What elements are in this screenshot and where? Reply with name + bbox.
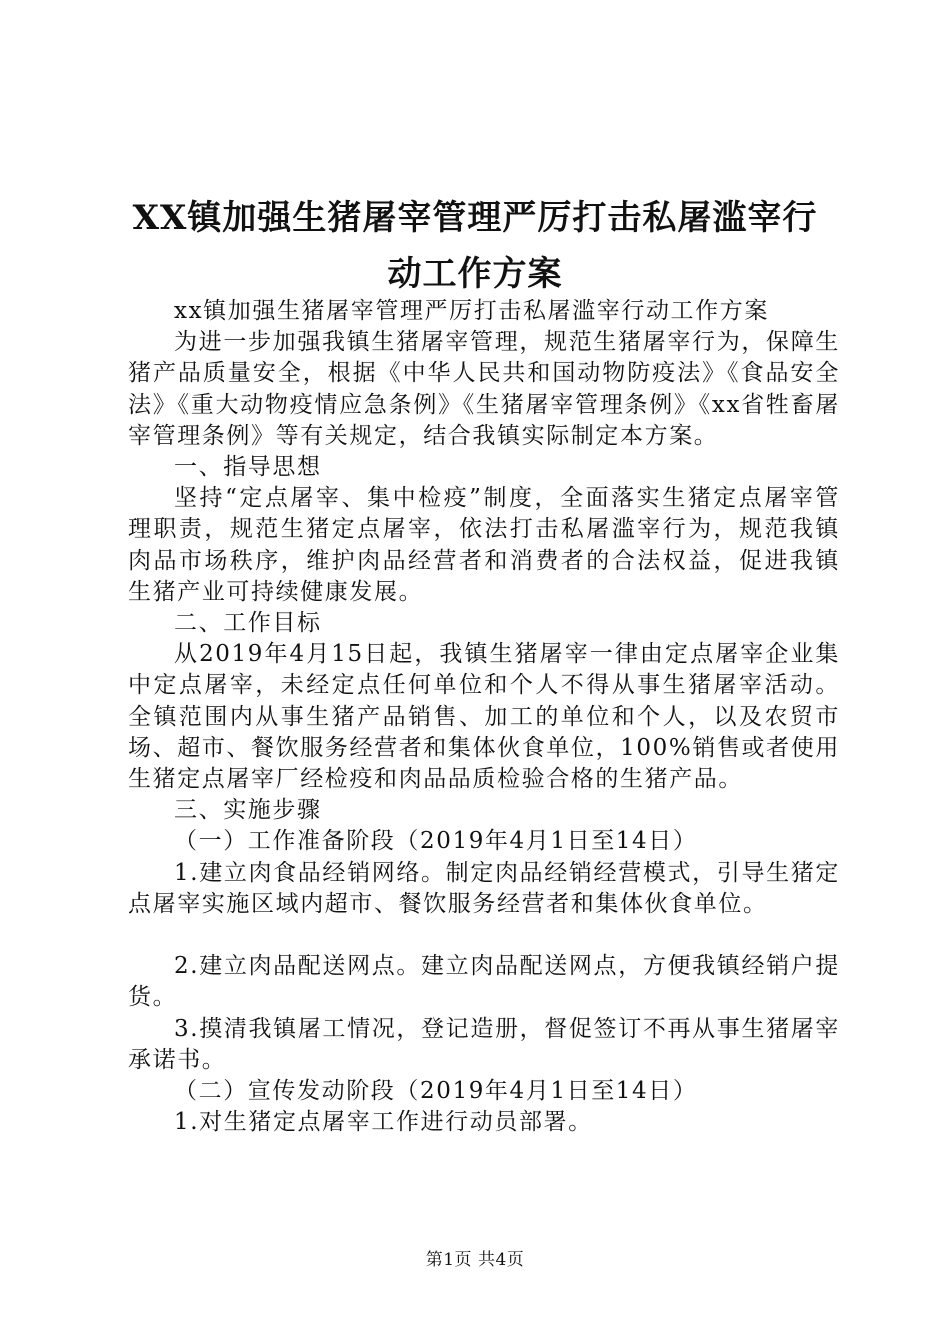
subsection-heading-preparation: （一）工作准备阶段（2019年4月1日至14日） — [174, 828, 698, 855]
subtitle-paragraph: xx镇加强生猪屠宰管理严厉打击私屠滥宰行动工作方案 — [174, 298, 769, 324]
preparation-item-2: 2.建立肉品配送网点。建立肉品配送网点，方便我镇经销户提货。 — [128, 953, 840, 1011]
guiding-ideology-paragraph: 坚持“定点屠宰、集中检疫”制度，全面落实生猪定点屠宰管理职责，规范生猪定点屠宰，依法打击私屠滥宰行为，规范我镇肉品市场秩序，维护肉品经营者和消费者的合法权益，促进我镇生猪产业可持续健康发展。 — [128, 485, 840, 605]
subsection-heading-publicity: （二）宣传发动阶段（2019年4月1日至14日） — [174, 1078, 698, 1105]
section-heading-implementation-steps: 三、实施步骤 — [174, 797, 322, 824]
section-heading-work-goals: 二、工作目标 — [174, 610, 322, 637]
document-body — [128, 296, 840, 1138]
document-title-line-2: 动工作方案 — [387, 254, 563, 294]
page-number-footer: 第1页 共4页 — [425, 1250, 525, 1270]
section-heading-guiding-ideology: 一、指导思想 — [174, 454, 322, 481]
document-title-line-1: XX镇加强生猪屠宰管理严厉打击私屠滥宰行 — [132, 198, 818, 238]
preparation-item-3: 3.摸清我镇屠工情况，登记造册，督促签订不再从事生猪屠宰承诺书。 — [128, 1015, 840, 1073]
work-goals-paragraph: 从2019年4月15日起，我镇生猪屠宰一律由定点屠宰企业集中定点屠宰，未经定点任何单位和个人不得从事生猪屠宰活动。全镇范围内从事生猪产品销售、加工的单位和个人，以及农贸市场、超市、餐饮服务经营者和集体伙食单位，100%销售或者使用生猪定点屠宰厂经检疫和肉品品质检验合格的生猪产品。 — [128, 641, 840, 793]
intro-paragraph: 为进一步加强我镇生猪屠宰管理，规范生猪屠宰行为，保障生猪产品质量安全，根据《中华人民共和国动物防疫法》《食品安全法》《重大动物疫情应急条例》《生猪屠宰管理条例》《xx省牲畜屠宰管理条例》等有关规定，结合我镇实际制定本方案。 — [128, 329, 840, 449]
preparation-item-1: 1.建立肉食品经销网络。制定肉品经销经营模式，引导生猪定点屠宰实施区域内超市、餐饮服务经营者和集体伙食单位。 — [128, 859, 840, 917]
publicity-item-1: 1.对生猪定点屠宰工作进行动员部署。 — [174, 1109, 593, 1136]
